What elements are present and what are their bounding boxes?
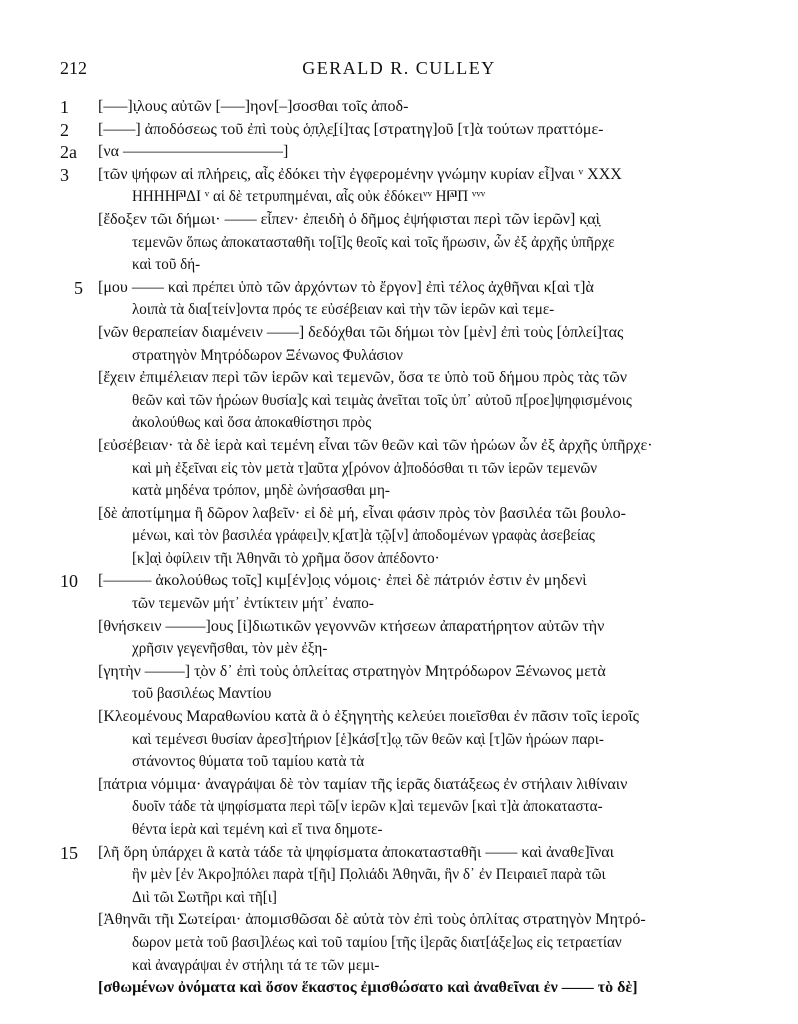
page-header <box>60 58 738 82</box>
text-line: HHHH𐅄ΔΙ ᵛ αἱ δὲ τετρυπημέναι, αἷς οὐκ ἐδόκειᵛᵛ Η𐅄Π ᵛᵛᵛ <box>131 188 486 206</box>
text-line: δωρον μετὰ τοῦ βασι]λέως καὶ τοῦ ταμίου [τῆς ἱ]ερᾶς διατ[άξε]ως εἰς τετραετίαν <box>131 933 622 951</box>
inscription-entry <box>60 616 740 661</box>
text-line: [λῆ ὅρη ὑπάρχει ἃ κατὰ τάδε τὰ ψηφίσματα ἀποκατασταθῆι ‒‒‒‒ καὶ ἀναθε]ῖναι <box>98 843 614 861</box>
inscription-entry <box>60 977 740 1000</box>
text-line: καὶ τεμένεσι θυσίαν ἀρεσ]τήριον [ἑ]κάσ[τ]ῳ̣ τῶν θεῶν κα̣ὶ [τ]ῶν ἡρώων παρι- <box>131 730 604 748</box>
line-number: 15 <box>60 842 78 863</box>
line-number: 1 <box>60 97 69 117</box>
text-line: χρῆσιν γεγενῆσθαι, τὸν μὲν ἐξη- <box>131 640 328 658</box>
inscription-entry <box>60 367 740 435</box>
text-line: [να ‒‒‒‒‒‒‒‒‒‒‒‒‒‒‒‒‒‒‒‒] <box>98 143 289 161</box>
text-line: [‒‒‒‒‒‒ ἀκολούθως τοῖς] κιμ[έν]ο̣ις νόμοις· ἐπεὶ δὲ πάτριόν ἐστιν ἐν μηδενὶ <box>98 572 587 590</box>
inscription-entry <box>60 119 740 142</box>
line-number: 3 <box>60 164 69 185</box>
text-line: [σθωμένων ὀνόματα καὶ ὅσον ἕκαστος ἐμισθώσατο καὶ ἀναθεῖναι ἐν ‒‒‒‒ τὸ δὲ] <box>98 979 638 997</box>
inscription-text <box>60 96 740 1000</box>
inscription-entry <box>60 141 740 164</box>
text-line: στρατηγὸν Μητρόδωρον Ξένωνος Φυλάσιον <box>131 346 404 364</box>
line-number: 5 <box>74 277 83 298</box>
inscription-entry <box>60 661 740 706</box>
text-line: καὶ τοῦ δή- <box>131 256 201 274</box>
text-line: μένωι, καὶ τὸν βασιλέα γράφει]ν̣ κ̣[ατ]ὰ τ̣ῷ[ν] ἀποδομένων γραφὰς ἀσεβείας <box>131 527 595 545</box>
text-line: θεῶν καὶ τῶν ἡρώων θυσία]ς καὶ τειμὰς ἀνεῖται τοῖς ὑπ᾽ αὐτοῦ π[ροε]ψηφισμένοις <box>131 391 632 409</box>
text-line: λοιπὰ τὰ δια[τείν]οντα πρός τε εὐσέβειαν καὶ τὴν τῶν ἱερῶν καὶ τεμε- <box>131 301 555 319</box>
inscription-entry <box>60 503 740 571</box>
text-line: στάνοντος θύματα τοῦ ταμίου κατὰ τὰ <box>131 753 365 771</box>
text-line: [δὲ ἀποτίμημα ἢ δῶρον λαβεῖν· εἰ δὲ μή, εἶναι φάσιν πρὸς τὸν βασιλέα τῶι βουλο- <box>98 504 626 522</box>
text-line: τεμενῶν ὅπως ἀποκατασταθῆι το[ῖ]ς θεοῖς καὶ τοῖς ἥρωσιν, ὧν ἐξ ἀρχῆς ὑπῆρχε <box>131 233 615 251</box>
inscription-entry <box>60 706 740 774</box>
inscription-entry <box>60 277 740 322</box>
text-line: [τῶν ψήφων αἱ πλήρεις, αἷς ἐδόκει τὴν ἐγφερομένην γνώμην κυρίαν εἶ]ναι ᵛ XXX <box>98 165 622 183</box>
inscription-entry <box>60 842 740 910</box>
page-number: 212 <box>60 58 87 78</box>
running-head: GERALD R. CULLEY <box>302 58 496 78</box>
text-line: [πάτρια νόμιμα· ἀναγράψαι δὲ τὸν ταμίαν τῆς ἱερᾶς διατάξεως ἐν στήλαιν λιθίναιν <box>98 775 628 793</box>
text-line: [γητὴν ‒‒‒‒‒] τ̣ὸν δ᾽ ἐπὶ τοὺς ὁπλείτας στρατηγὸν Μητρόδωρον Ξένωνος μετὰ <box>98 662 606 680</box>
line-number: 2 <box>60 119 69 140</box>
text-line: καὶ μὴ ἐξεῖναι εἰς τὸν μετὰ τ]αῦτα χ[ρόνον ἀ]ποδόσθαι τι τῶν ἱερῶν τεμενῶν <box>131 459 598 477</box>
inscription-entry <box>60 570 740 615</box>
text-line: καὶ ἀναγράψαι ἐν στήληι τά τε τῶν μεμι- <box>131 956 380 974</box>
text-line: [κ]α̣ὶ ὀφίλειν τῆι Ἀθηνᾶι τὸ χρῆμα ὅσον ἀπέδοντο· <box>131 549 440 567</box>
text-line: [μου ‒‒‒‒ καὶ πρέπει ὑπὸ τῶν ἀρχόντων τὸ ἔργον] ἐπὶ τέλος ἀχθῆναι κ[αὶ τ]ὰ <box>98 278 594 296</box>
inscription-entry <box>60 774 740 842</box>
text-line: [ἔδοξεν τῶι δήμωι· ‒‒‒‒ εἶπεν· ἐπειδὴ ὁ δῆμος ἐψήφισται περὶ τῶν ἱερῶν] κ̣α̣ὶ̣ <box>98 210 600 228</box>
text-line: ἣν μὲν [ἐν Ἀκρο]πόλει παρὰ τ[ῆι] Π̣ολιάδι Ἀθηνᾶι, ἣν δ᾽ ἐν Πειραιεῖ παρὰ τῶι <box>131 866 606 884</box>
inscription-entry <box>60 322 740 367</box>
text-line: τοῦ βασιλέως Μαντίου <box>131 685 272 703</box>
inscription-entry <box>60 909 740 977</box>
text-line: κατὰ μηδένα τρόπον, μηδὲ ὠνήσασθαι μη- <box>131 482 390 500</box>
text-line: [ἔχειν ἐπιμέλειαν περὶ τῶν ἱερῶν καὶ τεμενῶν, ὅσα τε ὑπὸ τοῦ δήμου πρὸς τὰς τῶν <box>98 369 627 387</box>
text-line: τῶν τεμενῶν μήτ᾽ ἐντίκτειν μήτ᾽ ἐναπο- <box>131 595 374 613</box>
inscription-entry <box>60 164 740 209</box>
text-line: θέντα ἱερὰ καὶ τεμένη καὶ εἴ τινα δημοτε- <box>131 821 383 838</box>
inscription-entry <box>60 96 740 119</box>
text-line: Διὶ τῶι Σωτῆρι καὶ τῆ[ι] <box>131 888 277 906</box>
text-line: [Ἀθηνᾶι τῆι Σωτείραι· ἀπομισθῶσαι δὲ αὐτὰ τὸν ἐπὶ τοὺς ὁπλίτας στρατηγὸν Μητρό- <box>98 911 646 929</box>
line-number: 10 <box>60 571 78 592</box>
inscription-entry <box>60 435 740 503</box>
text-line: [νῶν θεραπείαν διαμένειν ‒‒‒‒] δεδόχθαι τῶι δήμωι τὸν [μὲν] ἐπὶ τοὺς [ὁπλεί]τας <box>98 323 624 341</box>
inscription-entry <box>60 209 740 277</box>
text-line: [θνήσκειν ‒‒‒‒‒]ους [ἰ]διωτικῶν γεγοννῶν κτήσεων ἀπαρατήρητον αὐτῶν τὴν <box>98 617 605 635</box>
text-line: ἀκολούθως καὶ ὅσα ἀποκαθίστησι πρὸς <box>131 414 372 432</box>
text-line: [‒‒‒‒] ἀποδόσεως τοῦ ἐπὶ τοὺς ὁ̣π̣λ̣ε̣[ί]τας [στρατηγ]οῦ [τ]ὰ τούτων πραττόμε- <box>98 120 604 138</box>
text-line: δυοῖν τάδε τὰ ψηφίσματα περὶ τῶ[ν ἱερῶν κ]αὶ τεμενῶν [καὶ τ]ὰ ἀποκαταστα- <box>131 798 603 816</box>
text-line: [εὐσέβειαν· τὰ δὲ ἱερὰ καὶ τεμένη εἶναι τῶν θεῶν καὶ τῶν ἡρώων ὧν ἐξ ἀρχῆς ὑπῆρχε· <box>98 436 653 454</box>
text-line: [Κλεομένους Μαραθωνίου κατὰ ἃ ὁ ἐξηγητὴς κελεύει ποιεῖσθαι ἐν πᾶσιν τοῖς ἱεροῖς <box>98 708 639 726</box>
text-line: [‒‒‒]ι̣λους αὐτῶν [‒‒‒]ηον[‒]σοσθαι τοῖς ἀποδ- <box>98 98 409 115</box>
line-number: 2a <box>60 142 77 163</box>
